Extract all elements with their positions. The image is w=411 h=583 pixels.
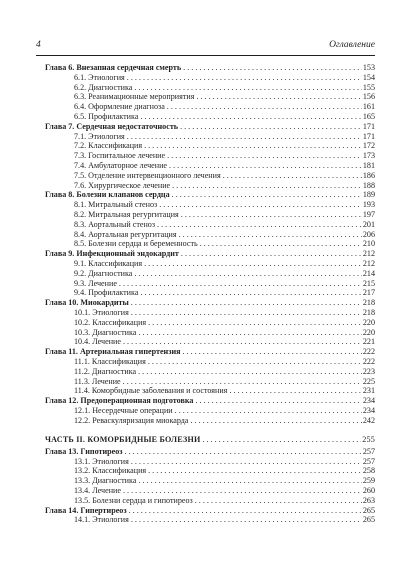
dot-leader <box>134 269 361 279</box>
toc-section-entry[interactable] <box>45 328 375 338</box>
toc-entry-label: Глава 13. Гипотиреоз <box>45 446 123 456</box>
toc-entry-page: 212 <box>362 258 375 268</box>
toc-section-entry[interactable] <box>45 279 375 289</box>
toc-entry-label: 9.4. Профилактика <box>74 288 139 298</box>
toc-entry-page: 197 <box>362 209 375 219</box>
toc-entry-label: 6.5. Профилактика <box>74 111 139 121</box>
dot-leader <box>123 486 362 496</box>
dot-leader <box>144 259 362 269</box>
toc-chapter-entry[interactable] <box>45 190 375 200</box>
toc-chapter-entry[interactable] <box>45 396 375 406</box>
toc-entry-page: 242 <box>362 415 375 425</box>
toc-entry-page: 255 <box>362 434 375 444</box>
dot-leader <box>181 249 362 259</box>
page-number: 4 <box>36 40 41 50</box>
toc-section-entry[interactable] <box>45 357 375 367</box>
dot-leader <box>119 279 362 289</box>
toc-entry-page: 231 <box>362 386 375 396</box>
toc-entry-page: 171 <box>362 121 375 131</box>
dot-leader <box>131 515 362 525</box>
toc-entry-label: 11.2. Диагностика <box>74 366 137 376</box>
toc-entry-label: 9.3. Лечение <box>74 278 117 288</box>
toc-chapter-entry[interactable] <box>45 347 375 357</box>
toc-entry-label: Глава 14. Гипертиреоз <box>45 505 127 515</box>
toc-entry-page: 201 <box>362 219 375 229</box>
toc-section-entry[interactable] <box>45 318 375 328</box>
toc-section-entry[interactable] <box>45 73 375 83</box>
toc-section-entry[interactable] <box>45 476 375 486</box>
toc-entry-page: 171 <box>362 131 375 141</box>
toc-entry-page: 263 <box>362 495 375 505</box>
toc-entry-label: 10.2. Классификация <box>74 317 147 327</box>
toc-entry-label: 6.1. Этиология <box>74 72 125 82</box>
toc-section-entry[interactable] <box>45 288 375 298</box>
toc-entry-label: 6.4. Оформление диагноза <box>74 102 165 112</box>
dot-leader <box>138 476 361 486</box>
toc-entry-label: Глава 7. Сердечная недостаточность <box>45 121 179 131</box>
toc-entry-page: 265 <box>362 515 375 525</box>
toc-entry-label: 11.3. Лечение <box>74 376 121 386</box>
toc-entry-label: 13.5. Болезни сердца и гипотиреоз <box>74 495 193 505</box>
toc-section-entry[interactable] <box>45 496 375 506</box>
dot-leader <box>191 416 362 426</box>
dot-leader <box>138 367 362 377</box>
toc-section-entry[interactable] <box>45 377 375 387</box>
running-title: Оглавление <box>329 40 375 50</box>
dot-leader <box>181 210 362 220</box>
dot-leader <box>195 496 362 506</box>
toc-section-entry[interactable] <box>45 102 375 112</box>
dot-leader <box>148 466 362 476</box>
toc-entry-label: 13.1. Этиология <box>74 456 129 466</box>
dot-leader <box>167 151 362 161</box>
dot-leader <box>131 298 362 308</box>
toc-entry-label: 9.1. Классификация <box>74 258 143 268</box>
toc-section-entry[interactable] <box>45 308 375 318</box>
toc-entry-page: 214 <box>362 268 375 278</box>
toc-entry-page: 259 <box>362 476 375 486</box>
toc-entry-page: 218 <box>362 307 375 317</box>
part-spacer <box>45 425 375 435</box>
dot-leader <box>159 200 362 210</box>
toc-section-entry[interactable] <box>45 141 375 151</box>
toc-entry-page: 153 <box>362 63 375 72</box>
page-header <box>36 40 375 54</box>
toc-entry-page: 217 <box>362 288 375 298</box>
toc-entry-label: Глава 11. Артериальная гипертензия <box>45 347 181 357</box>
dot-leader <box>140 112 361 122</box>
toc-entry-label: 7.2. Классификация <box>74 141 143 151</box>
dot-leader <box>200 239 362 249</box>
toc-section-entry[interactable] <box>45 181 375 191</box>
dot-leader <box>169 161 362 171</box>
toc-entry-page: 154 <box>362 72 375 82</box>
toc-entry-page: 215 <box>362 278 375 288</box>
toc-entry-label: 6.3. Реанимационные мероприятия <box>74 92 195 102</box>
dot-leader <box>229 386 361 396</box>
toc-entry-label: 7.1. Этиология <box>74 131 125 141</box>
dot-leader <box>195 396 361 406</box>
toc-entry-page: 225 <box>362 376 375 386</box>
toc-section-entry[interactable] <box>45 92 375 102</box>
dot-leader <box>138 328 361 338</box>
toc-entry-label: Глава 12. Предоперационная подготовка <box>45 396 194 406</box>
dot-leader <box>157 220 362 230</box>
toc-section-entry[interactable] <box>45 457 375 467</box>
toc-entry-label: ЧАСТЬ II. КОМОРБИДНЫЕ БОЛЕЗНИ <box>45 434 201 444</box>
toc-entry-page: 210 <box>362 239 375 249</box>
toc-entry-page: 221 <box>362 337 375 347</box>
dot-leader <box>129 506 362 516</box>
dot-leader <box>179 230 362 240</box>
toc-entry-page: 172 <box>362 141 375 151</box>
toc-section-entry[interactable] <box>45 486 375 496</box>
toc-entry-label: 12.1. Несердечные операции <box>74 405 173 415</box>
toc-entry-page: 165 <box>362 111 375 121</box>
toc-entry-label: 13.4. Лечение <box>74 485 121 495</box>
dot-leader <box>183 347 362 357</box>
dot-leader <box>123 337 362 347</box>
toc-entry-label: 8.5. Болезни сердца и беременность <box>74 239 198 249</box>
toc-entry-page: 155 <box>362 82 375 92</box>
toc-section-entry[interactable] <box>45 132 375 142</box>
toc-section-entry[interactable] <box>45 239 375 249</box>
toc-entry-label: Глава 6. Внезапная сердечная смерть <box>45 63 182 72</box>
toc-entry-label: 7.6. Хирургическое лечение <box>74 180 171 190</box>
toc-entry-label: 9.2. Диагностика <box>74 268 133 278</box>
dot-leader <box>167 102 362 112</box>
toc-entry-label: 6.2. Диагностика <box>74 82 133 92</box>
dot-leader <box>144 141 362 151</box>
toc-entry-page: 161 <box>362 102 375 112</box>
dot-leader <box>131 308 362 318</box>
toc-section-entry[interactable] <box>45 337 375 347</box>
toc-section-entry[interactable] <box>45 220 375 230</box>
toc-entry-label: 7.4. Амбулаторное лечение <box>74 160 168 170</box>
toc-chapter-entry[interactable] <box>45 298 375 308</box>
toc-entry-label: 7.5. Отделение интервенционного лечения <box>74 170 221 180</box>
dot-leader <box>202 435 361 445</box>
toc-section-entry[interactable] <box>45 406 375 416</box>
table-of-contents <box>45 63 375 525</box>
dot-leader <box>172 181 362 191</box>
toc-entry-label: 10.1. Этиология <box>74 307 129 317</box>
toc-section-entry[interactable] <box>45 171 375 181</box>
toc-chapter-entry[interactable] <box>45 506 375 516</box>
header-rule <box>36 55 375 56</box>
toc-section-entry[interactable] <box>45 200 375 210</box>
toc-entry-label: Глава 10. Миокардиты <box>45 298 129 308</box>
toc-entry-label: Глава 9. Инфекционный эндокардит <box>45 249 179 259</box>
dot-leader <box>125 447 362 457</box>
toc-section-entry[interactable] <box>45 367 375 377</box>
toc-entry-label: Глава 8. Болезни клапанов сердца <box>45 190 170 200</box>
toc-chapter-entry[interactable] <box>45 122 375 132</box>
toc-entry-page: 156 <box>362 92 375 102</box>
toc-entry-page: 265 <box>362 505 375 515</box>
toc-section-entry[interactable] <box>45 230 375 240</box>
dot-leader <box>180 122 362 132</box>
toc-entry-label: 13.2. Классификация <box>74 466 147 476</box>
toc-section-entry[interactable] <box>45 210 375 220</box>
dot-leader <box>196 92 361 102</box>
dot-leader <box>140 288 361 298</box>
toc-entry-page: 260 <box>362 485 375 495</box>
toc-section-entry[interactable] <box>45 151 375 161</box>
dot-leader <box>123 377 362 387</box>
toc-entry-page: 258 <box>362 466 375 476</box>
toc-entry-page: 257 <box>362 446 375 456</box>
toc-section-entry[interactable] <box>45 83 375 93</box>
toc-section-entry[interactable] <box>45 386 375 396</box>
toc-entry-page: 218 <box>362 298 375 308</box>
toc-chapter-entry[interactable] <box>45 249 375 259</box>
toc-entry-page: 257 <box>362 456 375 466</box>
dot-leader <box>172 190 362 200</box>
toc-section-entry[interactable] <box>45 515 375 525</box>
toc-section-entry[interactable] <box>45 466 375 476</box>
toc-entry-page: 173 <box>362 151 375 161</box>
toc-section-entry[interactable] <box>45 269 375 279</box>
toc-entry-page: 188 <box>362 180 375 190</box>
toc-entry-page: 181 <box>362 160 375 170</box>
toc-entry-page: 234 <box>362 396 375 406</box>
toc-entry-page: 220 <box>362 327 375 337</box>
toc-entry-page: 234 <box>362 405 375 415</box>
toc-entry-label: 8.3. Аортальный стеноз <box>74 219 156 229</box>
toc-entry-page: 193 <box>362 200 375 210</box>
dot-leader <box>148 318 362 328</box>
toc-entry-page: 220 <box>362 317 375 327</box>
toc-entry-label: 10.3. Диагностика <box>74 327 137 337</box>
toc-entry-label: 14.1. Этиология <box>74 515 129 525</box>
toc-entry-label: 11.4. Коморбидные заболевания и состояния <box>74 386 228 396</box>
dot-leader <box>223 171 362 181</box>
toc-entry-label: 10.4. Лечение <box>74 337 121 347</box>
dot-leader <box>175 406 362 416</box>
toc-entry-page: 186 <box>362 170 375 180</box>
dot-leader <box>127 132 362 142</box>
toc-entry-label: 8.2. Митральная регургитация <box>74 209 179 219</box>
dot-leader <box>148 357 362 367</box>
toc-entry-label: 11.1. Классификация <box>74 356 146 366</box>
toc-section-entry[interactable] <box>45 416 375 426</box>
toc-section-entry[interactable] <box>45 259 375 269</box>
toc-entry-page: 212 <box>362 249 375 259</box>
toc-chapter-entry[interactable] <box>45 63 375 73</box>
toc-section-entry[interactable] <box>45 161 375 171</box>
toc-chapter-entry[interactable] <box>45 447 375 457</box>
toc-entry-label: 12.2. Реваскуляризация миокарда <box>74 415 189 425</box>
toc-entry-label: 8.1. Митральный стеноз <box>74 200 158 210</box>
toc-section-entry[interactable] <box>45 112 375 122</box>
toc-part-entry[interactable] <box>45 435 375 445</box>
toc-entry-label: 8.4. Аортальная регургитация <box>74 229 177 239</box>
toc-entry-page: 223 <box>362 366 375 376</box>
dot-leader <box>127 73 362 83</box>
dot-leader <box>183 63 362 73</box>
toc-entry-page: 189 <box>362 190 375 200</box>
dot-leader <box>134 83 361 93</box>
dot-leader <box>131 457 362 467</box>
toc-entry-page: 222 <box>362 356 375 366</box>
toc-entry-label: 7.3. Госпитальное лечение <box>74 151 166 161</box>
toc-entry-label: 13.3. Диагностика <box>74 476 137 486</box>
toc-entry-page: 222 <box>362 347 375 357</box>
toc-entry-page: 206 <box>362 229 375 239</box>
